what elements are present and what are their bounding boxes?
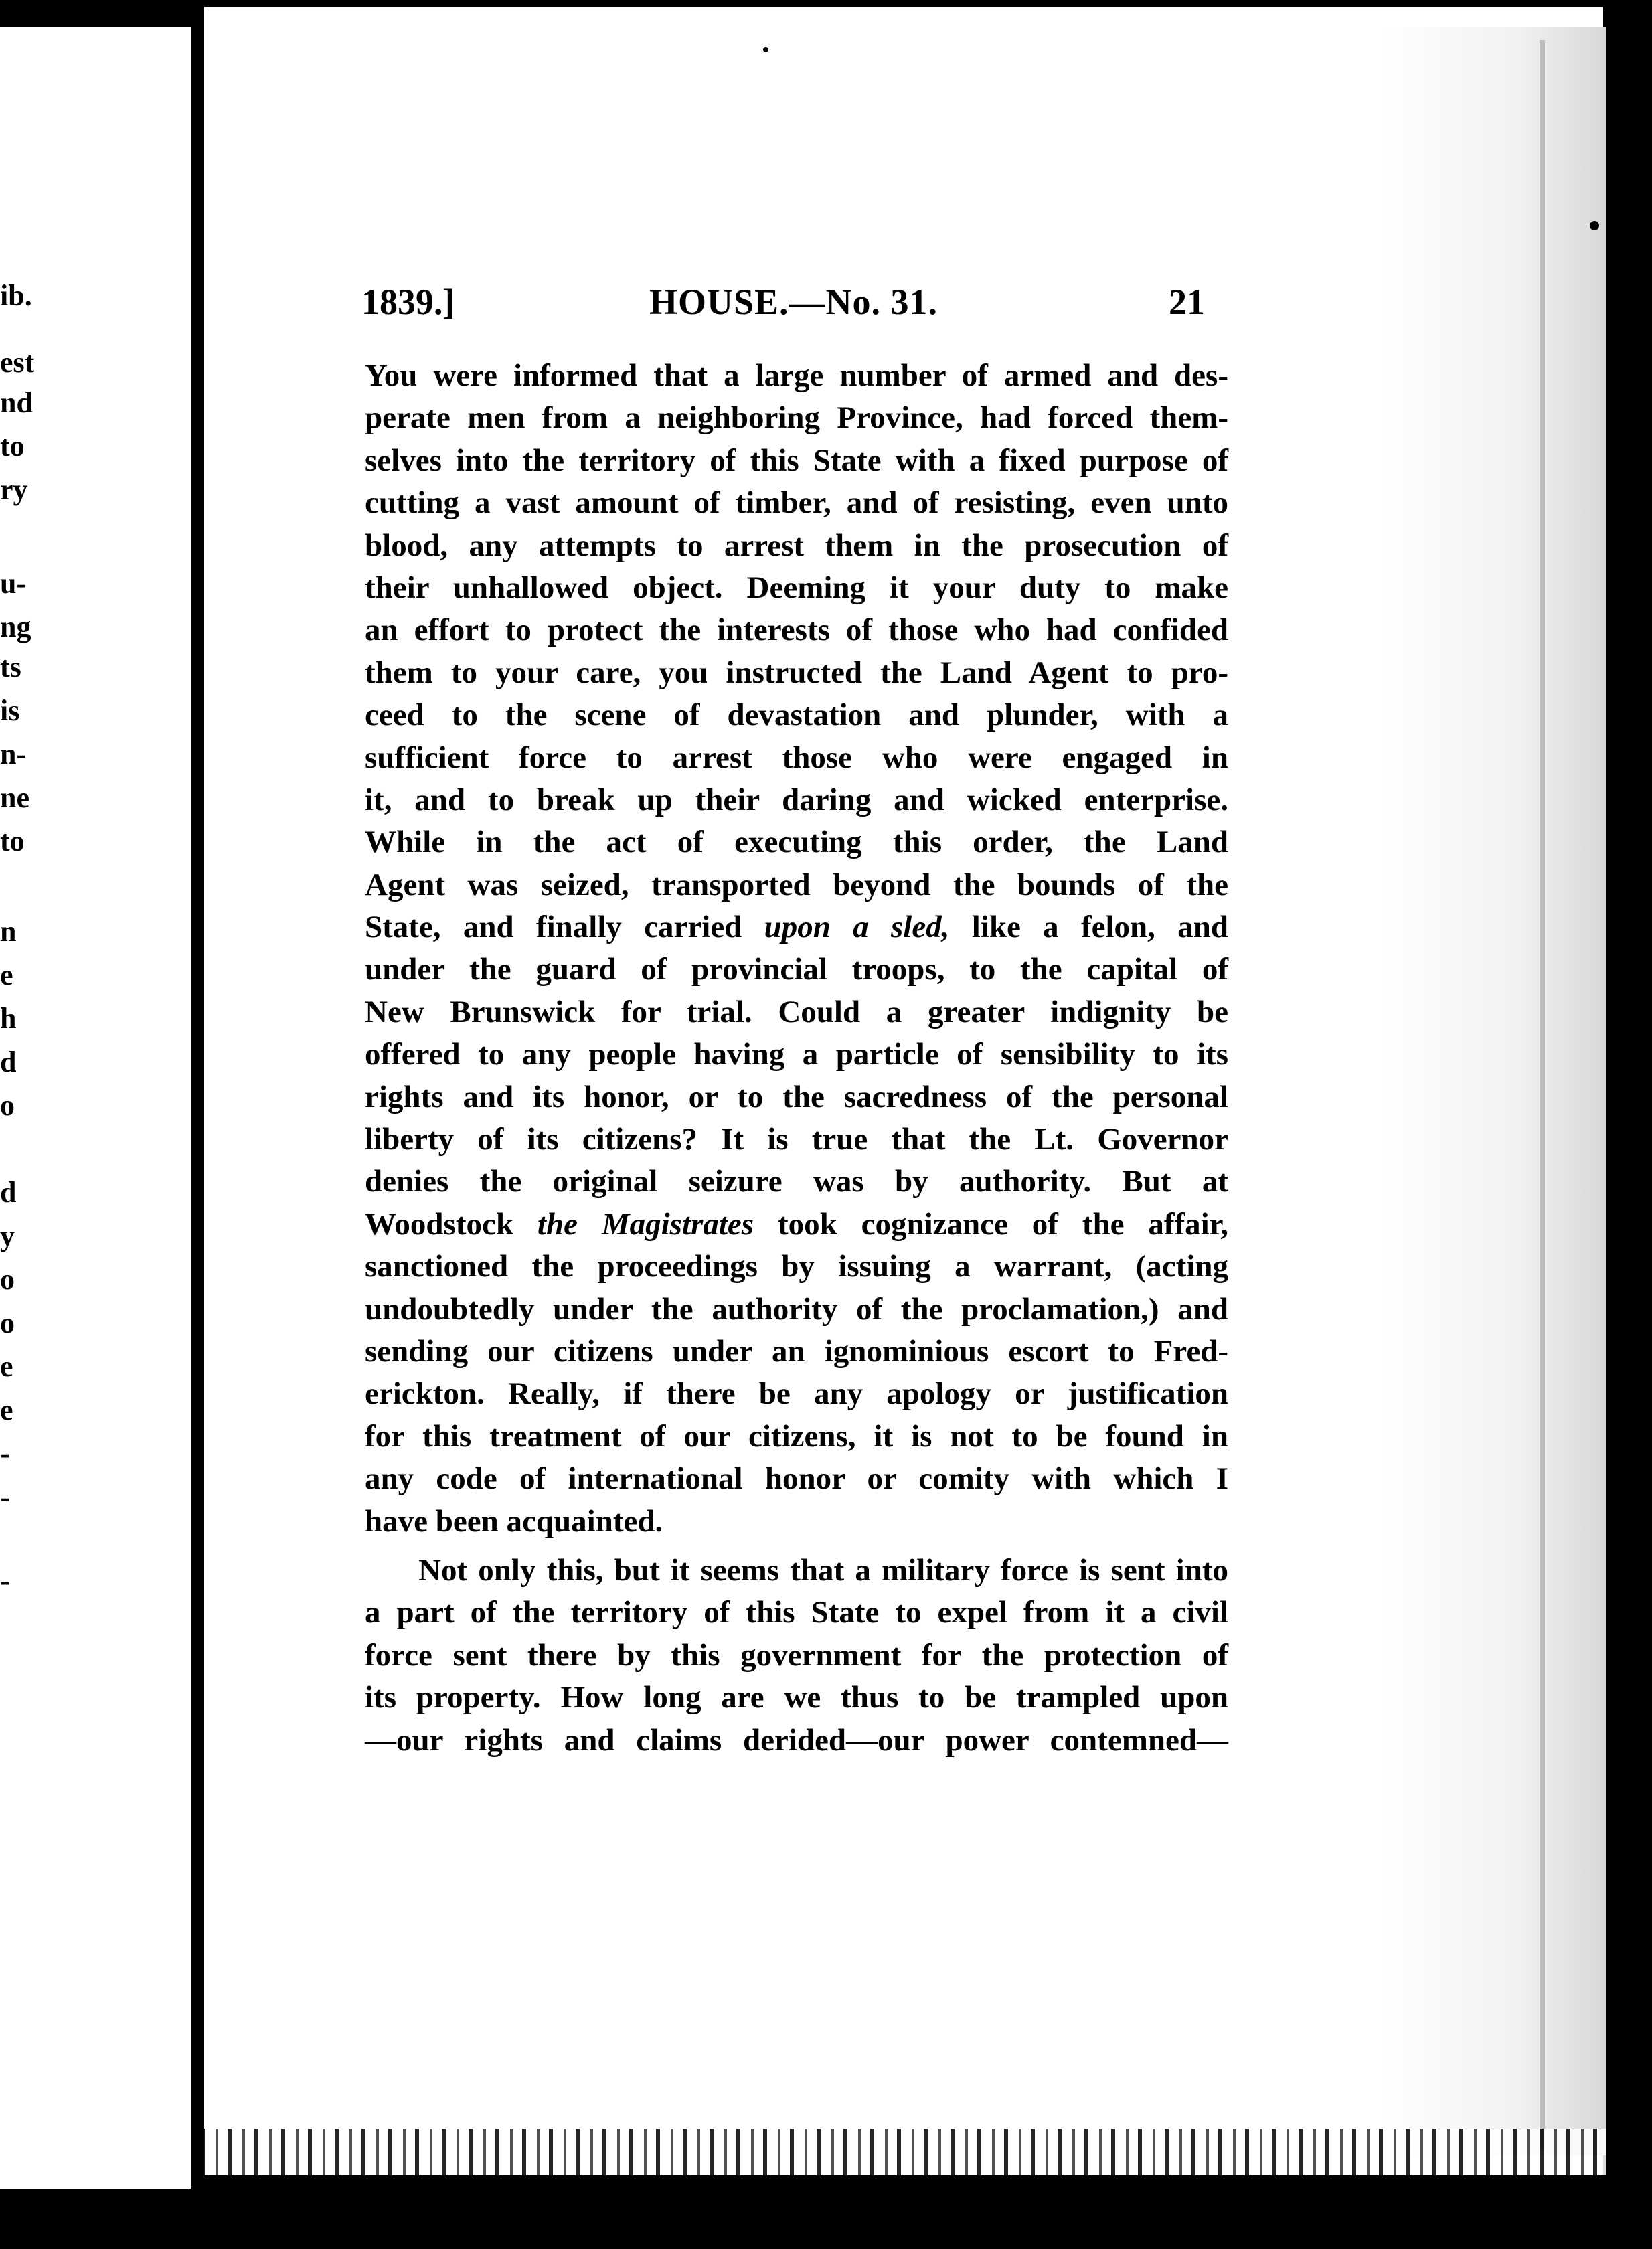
text-line: them to your care, you instructed the Land Agent to pro- [365,655,1228,690]
text-span: like a felon, and [971,910,1229,945]
text-line: —our rights and claims derided—our power contemned— [365,1722,1228,1758]
page-number: 21 [1169,282,1205,322]
text-line: under the guard of provincial troops, to the capital of [365,952,1228,987]
text-line: Agent was seized, transported beyond the bounds of the [365,867,1228,902]
left-fragment: to [0,430,25,463]
text-line: have been acquainted. [365,1503,663,1539]
left-fragment: y [0,1220,15,1252]
scan-right-border [1606,0,1652,2249]
ragged-bottom-edge [201,2129,1606,2175]
left-fragment: to [0,825,25,857]
left-fragment: ne [0,781,29,814]
left-fragment: - [0,1481,10,1513]
left-fragment: - [0,1564,10,1597]
left-fragment: h [0,1002,17,1035]
italic-phrase: the Magistrates [537,1206,754,1242]
left-fragment: d [0,1046,17,1078]
paragraph-2 [365,1550,1228,1762]
text-line: offered to any people having a particle of sensibility to its [365,1037,1228,1072]
left-fragment: est [0,346,35,379]
text-line: sending our citizens under an ignominious escort to Fred- [365,1333,1228,1369]
paragraph-1 [365,355,1228,1543]
left-facing-page-edge [0,27,191,2189]
left-fragment: nd [0,386,33,419]
left-fragment: is [0,694,20,727]
text-line: undoubtedly under the authority of the proclamation,) and [365,1291,1228,1327]
text-line: sanctioned the proceedings by issuing a warrant, (acting [365,1249,1228,1284]
text-line: it, and to break up their daring and wicked enterprise. [365,782,1228,817]
text-span: State, and finally carried [365,910,742,945]
italic-phrase: upon a sled, [764,910,950,945]
text-line: cutting a vast amount of timber, and of resisting, even unto [365,485,1228,521]
left-fragment: d [0,1176,17,1209]
speck [1590,221,1599,230]
text-line: their unhallowed object. Deeming it your duty to make [365,570,1228,605]
text-line: Not only this, but it seems that a military force is sent into [418,1552,1228,1588]
text-line: New Brunswick for trial. Could a greater indignity be [365,994,1228,1029]
header-title: HOUSE.—No. 31. [649,282,938,322]
speck [763,47,768,52]
text-line: selves into the territory of this State with a fixed purpose of [365,442,1228,478]
page-edge-line [1540,40,1545,2149]
text-line: denies the original seizure was by authority. But at [365,1164,1228,1199]
text-line: an effort to protect the interests of those who had confided [365,612,1228,648]
body-text [365,355,1228,1762]
left-fragment: e [0,959,13,991]
left-fragment: n [0,915,17,948]
text-line: rights and its honor, or to the sacredness of the personal [365,1079,1228,1114]
left-fragment: e [0,1394,13,1426]
left-fragment: - [0,1437,10,1470]
left-fragment: e [0,1350,13,1383]
text-line: While in the act of executing this order, the Land [365,825,1228,860]
text-line [365,906,1228,948]
text-line: a part of the territory of this State to expel from it a civil [365,1595,1228,1631]
text-line: You were informed that a large number of armed and des- [365,358,1228,393]
text-line: ceed to the scene of devastation and plunder, with a [365,697,1228,733]
text-span: Woodstock [365,1206,513,1242]
left-fragment: o [0,1089,15,1122]
text-line: for this treatment of our citizens, it is not to be found in [365,1418,1228,1454]
left-fragment: n- [0,738,27,770]
text-span: took cognizance of the affair, [777,1206,1229,1242]
text-line: perate men from a neighboring Province, had forced them- [365,400,1228,436]
left-fragment: ng [0,610,31,643]
text-line: any code of international honor or comity with which I [365,1461,1228,1497]
text-line: sufficient force to arrest those who were engaged in [365,740,1228,775]
running-header [361,281,1205,328]
text-line: its property. How long are we thus to be trampled upon [365,1680,1228,1716]
text-line: force sent there by this government for the protection of [365,1637,1228,1673]
left-fragment: u- [0,567,27,600]
left-fragment: o [0,1307,15,1339]
text-line: blood, any attempts to arrest them in the prosecution of [365,527,1228,563]
text-line: erickton. Really, if there be any apology or justification [365,1376,1228,1412]
left-fragment: o [0,1263,15,1296]
left-fragment: ry [0,473,28,506]
text-line: liberty of its citizens? It is true that the Lt. Governor [365,1122,1228,1157]
text-line [365,1203,1228,1246]
paragraph-gap [365,1543,1228,1550]
header-year: 1839.] [361,282,455,322]
scan-bottom-border [201,2175,1652,2249]
left-fragment: ts [0,651,21,683]
left-fragment: ib. [0,279,32,312]
page-edge-shading [1379,27,1606,2155]
